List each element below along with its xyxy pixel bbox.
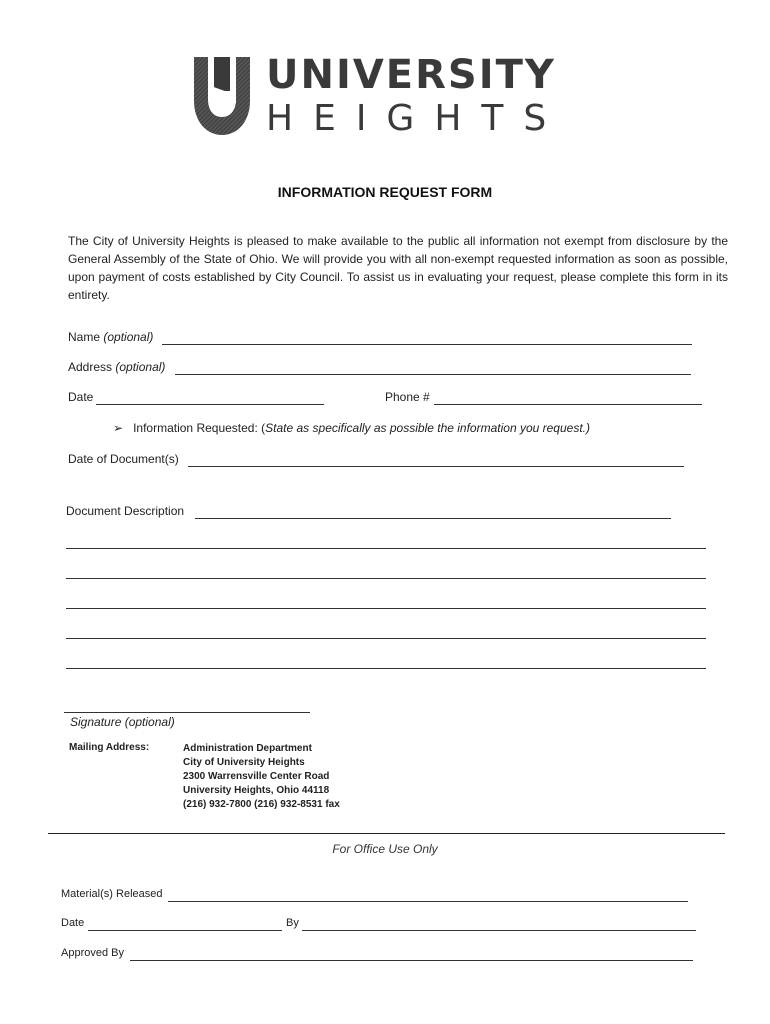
logo-line-heights: HEIGHTS <box>266 98 567 139</box>
address-field[interactable] <box>175 374 691 375</box>
information-requested-label: Information Requested: ( <box>133 421 266 435</box>
information-requested-hint: State as specifically as possible the information you request.) <box>265 421 590 435</box>
address-optional-note: (optional) <box>115 360 166 374</box>
document-description-line-3[interactable] <box>66 578 706 579</box>
document-description-line-4[interactable] <box>66 608 706 609</box>
logo-wordmark <box>266 52 567 139</box>
address-row <box>68 360 165 374</box>
approved-by-label: Approved By <box>61 947 124 959</box>
intro-paragraph: The City of University Heights is pleased to make available to the public all information not exempt from disclosure by the General Assembly of the State of Ohio. We will provide you with all non-exempt requested information as soon as possible, upon payment of costs established by City Council. To assist us in evaluating your request, please complete this form in its entirety. <box>68 234 728 302</box>
mailing-line: City of University Heights <box>183 757 305 768</box>
office-by-label: By <box>286 917 299 929</box>
date-field[interactable] <box>96 404 324 405</box>
mailing-address-block <box>183 742 340 812</box>
phone-label: Phone # <box>385 390 430 404</box>
name-optional-note: (optional) <box>103 330 154 344</box>
document-description-line-2[interactable] <box>66 548 706 549</box>
office-date-field[interactable] <box>88 930 282 931</box>
university-heights-logo <box>192 52 567 140</box>
mailing-line: Administration Department <box>183 743 312 754</box>
mailing-line: (216) 932-7800 (216) 932-8531 fax <box>183 799 340 810</box>
office-use-heading: For Office Use Only <box>332 842 438 856</box>
materials-released-field[interactable] <box>168 901 688 902</box>
mailing-line: 2300 Warrensville Center Road <box>183 771 330 782</box>
signature-field[interactable] <box>64 712 310 713</box>
name-label: Name <box>68 330 101 344</box>
information-requested-row <box>113 421 590 435</box>
document-description-label: Document Description <box>66 504 185 518</box>
signature-label: Signature (optional) <box>70 715 175 729</box>
document-description-line-5[interactable] <box>66 638 706 639</box>
mailing-line: University Heights, Ohio 44118 <box>183 785 330 796</box>
mailing-address-label: Mailing Address: <box>69 742 150 753</box>
date-of-documents-label: Date of Document(s) <box>68 452 179 466</box>
arrow-bullet-icon: ➢ <box>113 421 124 435</box>
office-date-label: Date <box>61 917 85 929</box>
name-field[interactable] <box>162 344 692 345</box>
document-description-line-6[interactable] <box>66 668 706 669</box>
materials-released-label: Material(s) Released <box>61 888 163 900</box>
document-description-field[interactable] <box>195 518 671 519</box>
office-by-field[interactable] <box>302 930 696 931</box>
phone-field[interactable] <box>434 404 702 405</box>
date-label: Date <box>68 390 94 404</box>
name-row <box>68 330 153 344</box>
date-of-documents-field[interactable] <box>188 466 684 467</box>
address-label: Address <box>68 360 113 374</box>
office-divider <box>48 833 725 834</box>
university-heights-uh-logo-mark <box>192 55 252 137</box>
approved-by-field[interactable] <box>130 960 693 961</box>
logo-line-university: UNIVERSITY <box>266 52 556 98</box>
form-title: INFORMATION REQUEST FORM <box>277 184 493 200</box>
